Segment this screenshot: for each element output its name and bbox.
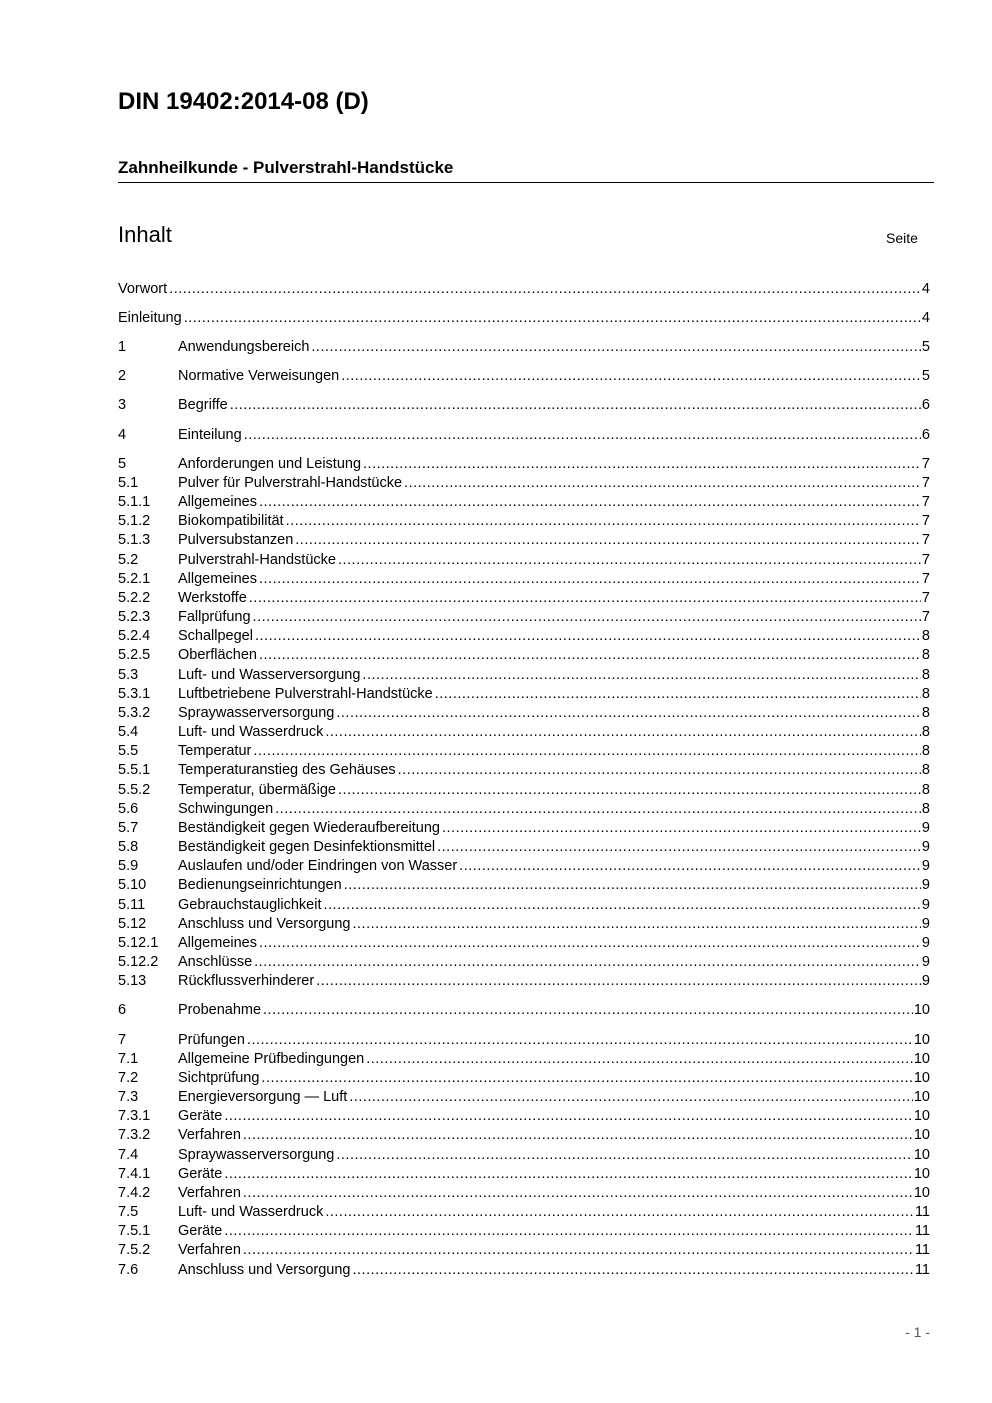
toc-dot-leader — [341, 367, 921, 386]
toc-entry-title: Rückflussverhinderer — [178, 973, 315, 989]
toc-entry-title: Fallprüfung — [178, 609, 251, 625]
toc-entry-title: Luft- und Wasserversorgung — [178, 667, 361, 683]
toc-entry[interactable] — [118, 1050, 930, 1069]
toc-entry-page: 6 — [921, 427, 930, 443]
toc-entry[interactable] — [118, 646, 930, 665]
toc-entry-title: Werkstoffe — [178, 590, 247, 606]
toc-entry[interactable] — [118, 838, 930, 857]
toc-entry-line — [178, 531, 930, 550]
toc-entry-number: 2 — [118, 368, 127, 384]
toc-dot-leader — [243, 1184, 913, 1203]
toc-dot-leader — [275, 800, 921, 819]
toc-entry-number: 7.2 — [118, 1070, 139, 1086]
toc-entry-line — [178, 1050, 930, 1069]
toc-entry-number: 5.3 — [118, 667, 139, 683]
toc-entry-title: Luft- und Wasserdruck — [178, 724, 324, 740]
toc-entry-title: Beständigkeit gegen Desinfektionsmittel — [178, 839, 436, 855]
toc-entry-number: 5.12.1 — [118, 935, 159, 951]
toc-entry[interactable] — [118, 1261, 930, 1280]
toc-dot-leader — [184, 309, 921, 328]
toc-entry-line — [178, 627, 930, 646]
toc-entry-page: 9 — [921, 954, 930, 970]
toc-entry-number: 5.3.1 — [118, 686, 151, 702]
toc-entry-line — [178, 838, 930, 857]
toc-dot-leader — [338, 781, 921, 800]
toc-entry-line — [178, 589, 930, 608]
document-subtitle: Zahnheilkunde - Pulverstrahl-Handstücke — [118, 158, 454, 177]
toc-dot-leader — [261, 1069, 912, 1088]
toc-entry-page: 9 — [921, 877, 930, 893]
toc-dot-leader — [435, 685, 921, 704]
toc-entry-title: Einteilung — [178, 427, 242, 443]
toc-entry-line — [178, 512, 930, 531]
document-title: DIN 19402:2014-08 (D) — [118, 88, 369, 115]
toc-entry-line — [178, 493, 930, 512]
toc-entry-line — [178, 876, 930, 895]
toc-entry-line — [178, 1126, 930, 1145]
toc-entry-number: 5.12 — [118, 916, 147, 932]
toc-entry-line — [178, 761, 930, 780]
toc-entry[interactable] — [118, 896, 930, 915]
toc-entry-number: 5.11 — [118, 897, 146, 913]
toc-entry[interactable] — [118, 704, 930, 723]
toc-entry-line — [178, 1107, 930, 1126]
toc-entry-number: 7.1 — [118, 1051, 139, 1067]
toc-entry-title: Gebrauchstauglichkeit — [178, 897, 322, 913]
toc-entry-line — [178, 1031, 930, 1050]
toc-entry-page: 5 — [921, 339, 930, 355]
toc-entry-title: Pulver für Pulverstrahl-Handstücke — [178, 475, 403, 491]
toc-entry-title: Allgemeines — [178, 494, 257, 510]
toc-entry[interactable] — [118, 493, 930, 512]
toc-entry-line — [178, 1069, 930, 1088]
toc-entry-number: 5 — [118, 456, 127, 472]
toc-dot-leader — [363, 455, 921, 474]
toc-entry[interactable] — [118, 589, 930, 608]
toc-entry-title: Spraywasserversorgung — [178, 705, 335, 721]
toc-entry-number: 5.5.1 — [118, 762, 151, 778]
toc-entry-number: 5.4 — [118, 724, 139, 740]
toc-entry-page: 5 — [921, 368, 930, 384]
toc-entry-number: 5.2.2 — [118, 590, 151, 606]
toc-entry-number: 5.5 — [118, 743, 139, 759]
toc-entry[interactable] — [118, 1031, 930, 1050]
toc-entry-number: 7.5 — [118, 1204, 139, 1220]
toc-entry-title: Energieversorgung — Luft — [178, 1089, 348, 1105]
toc-entry-number: 5.1.3 — [118, 532, 151, 548]
toc-dot-leader — [224, 1107, 913, 1126]
toc-entry-title: Schallpegel — [178, 628, 253, 644]
toc-entry-page: 7 — [921, 532, 930, 548]
toc-dot-leader — [311, 338, 921, 357]
toc-entry-line — [178, 367, 930, 386]
toc-dot-leader — [398, 761, 921, 780]
toc-entry-line — [178, 1088, 930, 1107]
toc-entry[interactable] — [118, 426, 930, 445]
toc-entry-title: Biokompatibilität — [178, 513, 284, 529]
toc-entry-title: Geräte — [178, 1223, 223, 1239]
toc-entry-page: 7 — [921, 571, 930, 587]
toc-entry-page: 10 — [913, 1166, 930, 1182]
toc-entry-title: Allgemeines — [178, 935, 257, 951]
toc-entry-number: 7.5.1 — [118, 1223, 151, 1239]
toc-entry-page: 8 — [921, 801, 930, 817]
toc-entry[interactable] — [118, 1126, 930, 1145]
toc-entry-line — [178, 1241, 930, 1260]
toc-dot-leader — [259, 570, 921, 589]
toc-entry[interactable] — [118, 666, 930, 685]
toc-entry-page: 11 — [914, 1262, 930, 1278]
toc-entry-title: Luftbetriebene Pulverstrahl-Handstücke — [178, 686, 433, 702]
toc-dot-leader — [362, 666, 921, 685]
toc-entry-title: Allgemeine Prüfbedingungen — [178, 1051, 365, 1067]
toc-entry-number: 5.3.2 — [118, 705, 151, 721]
toc-entry-page: 7 — [921, 552, 930, 568]
toc-entry-page: 11 — [914, 1204, 930, 1220]
page-number: - 1 - — [905, 1324, 930, 1340]
toc-entry-line — [178, 474, 930, 493]
toc-entry-number: 7 — [118, 1032, 127, 1048]
toc-entry-page: 9 — [921, 897, 930, 913]
toc-entry-page: 10 — [913, 1127, 930, 1143]
toc-entry-page: 11 — [914, 1242, 930, 1258]
toc-entry-title: Oberflächen — [178, 647, 257, 663]
toc-entry[interactable] — [118, 627, 930, 646]
toc-entry[interactable] — [118, 367, 930, 386]
toc-entry-number: 5.7 — [118, 820, 139, 836]
toc-entry-line — [178, 1184, 930, 1203]
toc-entry-page: 7 — [921, 590, 930, 606]
toc-entry-number: 5.2.3 — [118, 609, 151, 625]
toc-dot-leader — [336, 704, 921, 723]
toc-dot-leader — [259, 493, 921, 512]
toc-entry-number: 5.2.5 — [118, 647, 151, 663]
toc-dot-leader — [349, 1088, 913, 1107]
toc-entry[interactable] — [118, 1165, 930, 1184]
toc-entry-title: Luft- und Wasserdruck — [178, 1204, 324, 1220]
toc-entry[interactable] — [118, 915, 930, 934]
toc-entry[interactable] — [118, 1001, 930, 1020]
toc-entry-title: Normative Verweisungen — [178, 368, 340, 384]
toc-entry-page: 9 — [921, 973, 930, 989]
toc-entry-number: 7.3.1 — [118, 1108, 151, 1124]
toc-entry[interactable] — [118, 742, 930, 761]
toc-dot-leader — [254, 953, 921, 972]
toc-dot-leader — [224, 1222, 914, 1241]
toc-entry-line — [178, 742, 930, 761]
toc-entry-title: Schwingungen — [178, 801, 274, 817]
toc-entry-title: Geräte — [178, 1166, 223, 1182]
toc-dot-leader — [404, 474, 921, 493]
toc-entry-line — [178, 934, 930, 953]
toc-entry-page: 11 — [914, 1223, 930, 1239]
toc-entry-page: 10 — [913, 1051, 930, 1067]
toc-entry-line — [178, 338, 930, 357]
toc-entry-line — [178, 972, 930, 991]
toc-entry-number: 5.8 — [118, 839, 139, 855]
toc-dot-leader — [353, 1261, 914, 1280]
toc-entry[interactable] — [118, 1146, 930, 1165]
toc-entry-page: 10 — [913, 1147, 930, 1163]
toc-entry-line — [178, 1261, 930, 1280]
toc-entry-page: 10 — [913, 1002, 930, 1018]
toc-entry-number: 5.12.2 — [118, 954, 159, 970]
toc-entry-line — [178, 1222, 930, 1241]
toc-entry-number: 6 — [118, 1002, 127, 1018]
toc-entry-number: 7.3.2 — [118, 1127, 151, 1143]
toc-dot-leader — [325, 723, 921, 742]
toc-dot-leader — [169, 280, 921, 299]
toc-dot-leader — [459, 857, 921, 876]
toc-dot-leader — [316, 972, 921, 991]
toc-entry-title: Verfahren — [178, 1127, 241, 1143]
toc-entry-title: Anschluss und Versorgung — [178, 1262, 351, 1278]
toc-entry[interactable] — [118, 1241, 930, 1260]
toc-entry-title: Verfahren — [178, 1242, 241, 1258]
toc-entry-line — [178, 1203, 930, 1222]
toc-entry-line — [178, 426, 930, 445]
toc-entry-line — [118, 280, 930, 299]
toc-entry[interactable] — [118, 800, 930, 819]
toc-entry-title: Temperatur — [178, 743, 252, 759]
toc-entry-number: 1 — [118, 339, 127, 355]
toc-entry-line — [178, 685, 930, 704]
toc-entry-line — [178, 704, 930, 723]
toc-entry-title: Temperatur, übermäßige — [178, 782, 336, 798]
toc-entry-number: 5.1 — [118, 475, 139, 491]
toc-entry-line — [178, 819, 930, 838]
toc-entry-line — [118, 309, 930, 328]
toc-entry-title: Vorwort — [118, 281, 168, 297]
toc-entry-page: 8 — [921, 628, 930, 644]
toc-entry-number: 4 — [118, 427, 127, 443]
toc-entry-number: 3 — [118, 397, 127, 413]
toc-entry[interactable] — [118, 338, 930, 357]
toc-dot-leader — [263, 1001, 913, 1020]
toc-entry-page: 7 — [921, 475, 930, 491]
toc-entry-page: 9 — [921, 916, 930, 932]
toc-dot-leader — [253, 742, 921, 761]
toc-entry[interactable] — [118, 1222, 930, 1241]
toc-dot-leader — [336, 1146, 913, 1165]
toc-entry-page: 9 — [921, 935, 930, 951]
toc-entry-title: Beständigkeit gegen Wiederaufbereitung — [178, 820, 440, 836]
toc-entry-number: 5.1.1 — [118, 494, 151, 510]
toc-entry[interactable] — [118, 876, 930, 895]
toc-entry-page: 7 — [921, 456, 930, 472]
toc-entry-number: 5.6 — [118, 801, 139, 817]
toc-entry-line — [178, 896, 930, 915]
toc-entry-number: 7.4.1 — [118, 1166, 151, 1182]
toc-entry-line — [178, 551, 930, 570]
toc-dot-leader — [323, 896, 920, 915]
toc-entry-page: 4 — [921, 281, 930, 297]
toc-entry-title: Anschluss und Versorgung — [178, 916, 351, 932]
toc-dot-leader — [224, 1165, 913, 1184]
toc-entry-line — [178, 781, 930, 800]
toc-entry-page: 9 — [921, 820, 930, 836]
toc-entry-title: Auslaufen und/oder Eindringen von Wasser — [178, 858, 458, 874]
toc-dot-leader — [255, 627, 921, 646]
toc-entry-number: 5.2 — [118, 552, 139, 568]
toc-entry[interactable] — [118, 1184, 930, 1203]
toc-dot-leader — [243, 1241, 914, 1260]
toc-entry[interactable] — [118, 531, 930, 550]
toc-dot-leader — [338, 551, 921, 570]
toc-entry-page: 4 — [921, 310, 930, 326]
toc-dot-leader — [442, 819, 921, 838]
toc-entry-page: 10 — [913, 1070, 930, 1086]
toc-entry-title: Bedienungseinrichtungen — [178, 877, 342, 893]
toc-entry[interactable] — [118, 1088, 930, 1107]
toc-entry-page: 10 — [913, 1108, 930, 1124]
toc-entry-page: 8 — [921, 782, 930, 798]
toc-entry-title: Anwendungsbereich — [178, 339, 310, 355]
toc-entry-page: 7 — [921, 494, 930, 510]
toc-dot-leader — [344, 876, 921, 895]
toc-entry[interactable] — [118, 309, 930, 328]
toc-dot-leader — [247, 1031, 913, 1050]
toc-entry-page: 10 — [913, 1089, 930, 1105]
toc-entry-number: 5.9 — [118, 858, 139, 874]
toc-entry-number: 7.5.2 — [118, 1242, 151, 1258]
toc-entry-line — [178, 953, 930, 972]
toc-entry-line — [178, 1146, 930, 1165]
toc-entry-title: Anschlüsse — [178, 954, 253, 970]
toc-entry-line — [178, 800, 930, 819]
toc-entry-page: 8 — [921, 743, 930, 759]
toc-entry[interactable] — [118, 761, 930, 780]
toc-entry-number: 5.10 — [118, 877, 147, 893]
toc-entry-page: 8 — [921, 686, 930, 702]
toc-entry-title: Einleitung — [118, 310, 182, 326]
toc-entry-title: Verfahren — [178, 1185, 241, 1201]
toc-entry[interactable] — [118, 972, 930, 991]
toc-entry-title: Temperaturanstieg des Gehäuses — [178, 762, 396, 778]
toc-entry-number: 5.2.1 — [118, 571, 151, 587]
toc-entry-line — [178, 723, 930, 742]
toc-entry-number: 5.1.2 — [118, 513, 151, 529]
toc-dot-leader — [249, 589, 921, 608]
toc-entry-page: 8 — [921, 762, 930, 778]
toc-entry-page: 8 — [921, 705, 930, 721]
toc-entry-line — [178, 608, 930, 627]
toc-entry[interactable] — [118, 512, 930, 531]
toc-entry-page: 8 — [921, 647, 930, 663]
toc-dot-leader — [259, 646, 921, 665]
toc-entry-number: 7.4.2 — [118, 1185, 151, 1201]
toc-entry-number: 7.4 — [118, 1147, 139, 1163]
toc-dot-leader — [253, 608, 921, 627]
toc-entry-title: Begriffe — [178, 397, 228, 413]
toc-entry-line — [178, 915, 930, 934]
toc-entry[interactable] — [118, 819, 930, 838]
toc-entry-page: 9 — [921, 839, 930, 855]
toc-entry[interactable] — [118, 1107, 930, 1126]
toc-entry-title: Spraywasserversorgung — [178, 1147, 335, 1163]
toc-entry-page: 9 — [921, 858, 930, 874]
toc-entry-line — [178, 646, 930, 665]
toc-entry-number: 5.13 — [118, 973, 147, 989]
toc-entry[interactable] — [118, 781, 930, 800]
toc-entry-title: Pulversubstanzen — [178, 532, 294, 548]
toc-entry-number: 7.3 — [118, 1089, 139, 1105]
toc-entry-page: 8 — [921, 667, 930, 683]
toc-dot-leader — [286, 512, 921, 531]
toc-entry[interactable] — [118, 953, 930, 972]
toc-entry-title: Anforderungen und Leistung — [178, 456, 362, 472]
toc-entry[interactable] — [118, 455, 930, 474]
toc-dot-leader — [295, 531, 921, 550]
toc-entry-line — [178, 570, 930, 589]
toc-entry-title: Prüfungen — [178, 1032, 245, 1048]
toc-entry-page: 10 — [913, 1032, 930, 1048]
toc-entry-page: 8 — [921, 724, 930, 740]
toc-entry-line — [178, 666, 930, 685]
toc-entry-number: 5.5.2 — [118, 782, 151, 798]
toc-heading: Inhalt — [118, 222, 172, 247]
toc-entry[interactable] — [118, 857, 930, 876]
toc-entry-page: 10 — [913, 1185, 930, 1201]
toc-dot-leader — [437, 838, 921, 857]
toc-entry-line — [178, 455, 930, 474]
toc-entry-page: 7 — [921, 609, 930, 625]
toc-entry[interactable] — [118, 570, 930, 589]
toc-dot-leader — [259, 934, 921, 953]
toc-entry[interactable] — [118, 1203, 930, 1222]
toc-entry[interactable] — [118, 934, 930, 953]
toc-entry-number: 7.6 — [118, 1262, 139, 1278]
toc-dot-leader — [325, 1203, 914, 1222]
toc-entry-title: Pulverstrahl-Handstücke — [178, 552, 336, 568]
toc-entry[interactable] — [118, 551, 930, 570]
toc-entry-page: 6 — [921, 397, 930, 413]
toc-entry-line — [178, 396, 930, 415]
toc-dot-leader — [366, 1050, 913, 1069]
toc-entry-title: Probenahme — [178, 1002, 262, 1018]
toc-dot-leader — [244, 426, 921, 445]
toc-entry[interactable] — [118, 723, 930, 742]
toc-entry-line — [178, 1165, 930, 1184]
toc-entry-title: Geräte — [178, 1108, 223, 1124]
toc-entry[interactable] — [118, 280, 930, 299]
toc-page-column-label: Seite — [886, 230, 918, 246]
toc-dot-leader — [230, 396, 921, 415]
toc-dot-leader — [243, 1126, 913, 1145]
toc-entry-title: Allgemeines — [178, 571, 257, 587]
toc-entry-number: 5.2.4 — [118, 628, 151, 644]
toc-entry-title: Sichtprüfung — [178, 1070, 260, 1086]
toc-entry[interactable] — [118, 396, 930, 415]
toc-entry-page: 7 — [921, 513, 930, 529]
toc-entry-line — [178, 857, 930, 876]
toc-entry[interactable] — [118, 1069, 930, 1088]
toc-entry[interactable] — [118, 608, 930, 627]
toc-entry[interactable] — [118, 474, 930, 493]
toc-entry-line — [178, 1001, 930, 1020]
toc-dot-leader — [353, 915, 921, 934]
toc-entry[interactable] — [118, 685, 930, 704]
